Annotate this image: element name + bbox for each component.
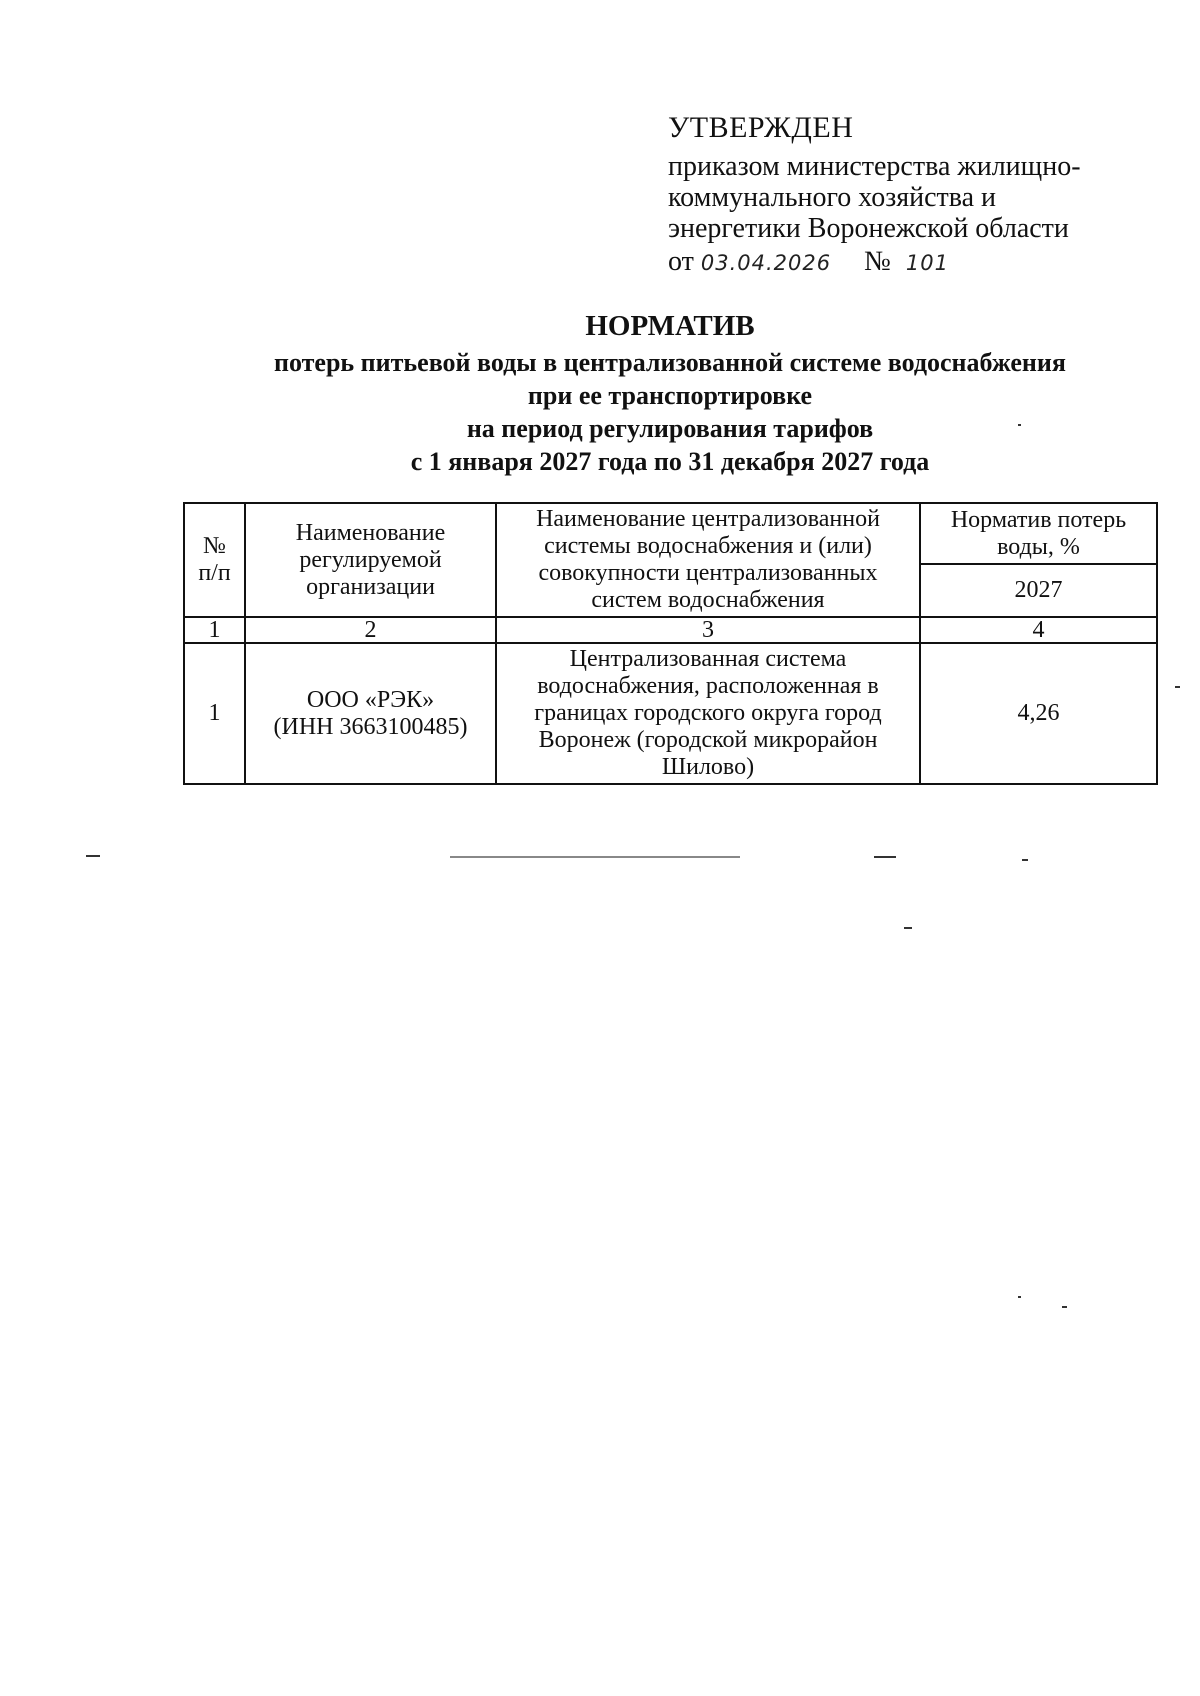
table-row [184, 643, 1157, 784]
cell-value: 4,26 [920, 643, 1157, 784]
column-number-row [184, 617, 1157, 643]
column-number: 1 [184, 617, 245, 643]
scan-artifact [450, 856, 740, 858]
org-name: ООО «РЭК» [306, 686, 435, 713]
scan-artifact [1018, 424, 1021, 426]
heading-line: с 1 января 2027 года по 31 декабря 2027 года [410, 447, 930, 476]
approval-line: энергетики Воронежской области [668, 213, 1069, 244]
approval-title: УТВЕРЖДЕН [668, 111, 854, 144]
number-sign: № [864, 246, 891, 277]
scan-artifact [1062, 1306, 1067, 1308]
scan-artifact [874, 856, 896, 858]
header-org: Наименование регулируемой организации [245, 503, 496, 617]
date-prefix: от [668, 246, 694, 277]
heading-line: при ее транспортировке [527, 381, 813, 410]
column-number: 3 [496, 617, 920, 643]
document-heading [160, 306, 1180, 478]
approval-line: коммунального хозяйства и [668, 182, 997, 213]
handwritten-date: 03.04.2026 [700, 251, 832, 275]
column-number: 2 [245, 617, 496, 643]
scan-artifact [1175, 686, 1180, 688]
norms-table [183, 502, 1158, 785]
order-date-line [668, 246, 1128, 279]
handwritten-number: 101 [905, 251, 949, 275]
cell-system: Централизованная система водоснабжения, расположенная в границах городского округа город Воронеж (городской микрорайон Шилово) [496, 643, 920, 784]
approval-stamp [668, 112, 1128, 279]
org-inn: (ИНН 3663100485) [273, 713, 468, 740]
scan-artifact [86, 855, 100, 857]
column-number: 4 [920, 617, 1157, 643]
approval-line: приказом министерства жилищно- [668, 151, 1081, 182]
scan-artifact [904, 927, 912, 929]
cell-org [245, 643, 496, 784]
header-system: Наименование централизованной системы водоснабжения и (или) совокупности централизованных систем водоснабжения [496, 503, 920, 617]
heading-line: на период регулирования тарифов [466, 414, 874, 443]
scan-artifact [1022, 859, 1028, 861]
heading-line: потерь питьевой воды в централизованной системе водоснабжения [274, 348, 1066, 377]
cell-num: 1 [184, 643, 245, 784]
header-num: № п/п [184, 503, 245, 617]
heading-title: НОРМАТИВ [585, 310, 755, 342]
table-header-row [184, 503, 1157, 564]
scan-artifact [1018, 1296, 1021, 1298]
header-year: 2027 [920, 564, 1157, 617]
header-norm: Норматив потерь воды, % [920, 503, 1157, 564]
